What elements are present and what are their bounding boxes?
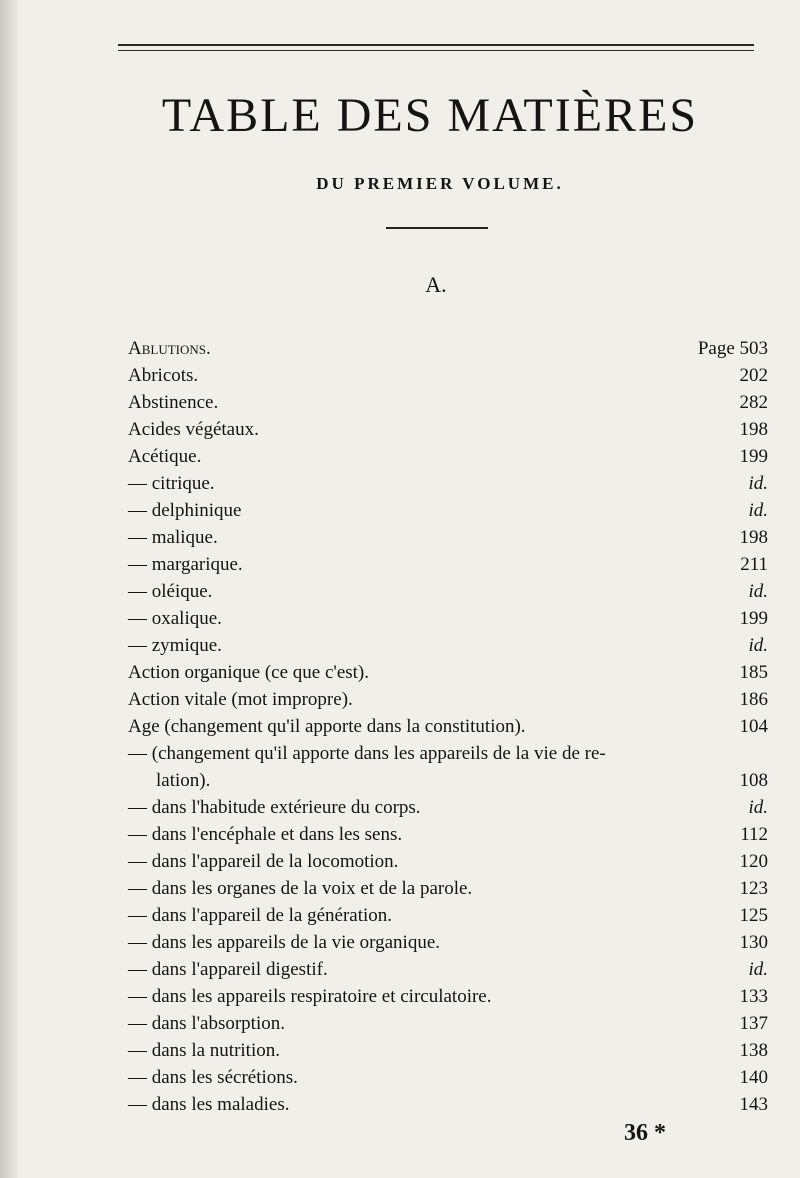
entry-page: 123 xyxy=(739,878,768,899)
entry-page: id. xyxy=(748,500,768,521)
title-divider xyxy=(386,227,488,229)
entry-text: — dans la nutrition. xyxy=(128,1040,280,1061)
index-row xyxy=(128,443,768,470)
entry-text: — zymique. xyxy=(128,635,222,656)
entry-text: — dans l'appareil digestif. xyxy=(128,959,328,980)
entry-page: 108 xyxy=(739,770,768,791)
entry-text: Abricots. xyxy=(128,365,199,386)
entry-page: 125 xyxy=(739,905,768,926)
index-row xyxy=(128,497,768,524)
index-row xyxy=(128,335,768,362)
entry-page: id. xyxy=(748,635,768,656)
entry-page: 186 xyxy=(739,689,768,710)
entry-text: Acides végétaux. xyxy=(128,419,259,440)
entry-page: id. xyxy=(748,473,768,494)
entry-text: — dans l'appareil de la locomotion. xyxy=(128,851,399,872)
entry-page: 112 xyxy=(740,824,768,845)
index-row xyxy=(128,578,768,605)
index-row xyxy=(128,713,768,740)
header-rule-thin xyxy=(118,50,754,51)
entry-page: 120 xyxy=(739,851,768,872)
entry-page: 130 xyxy=(739,932,768,953)
index-row xyxy=(128,794,768,821)
entry-page: id. xyxy=(748,959,768,980)
entry-page: 202 xyxy=(739,365,768,386)
index-row xyxy=(128,632,768,659)
entry-page: 199 xyxy=(739,608,768,629)
index-row xyxy=(128,362,768,389)
index-entries xyxy=(128,335,768,1118)
index-row xyxy=(128,470,768,497)
printer-signature-mark: 36 * xyxy=(624,1120,666,1146)
index-row xyxy=(128,416,768,443)
entry-page: Page 503 xyxy=(697,338,768,359)
entry-text: — dans les organes de la voix et de la parole. xyxy=(128,878,473,899)
entry-text: — dans l'absorption. xyxy=(128,1013,285,1034)
section-letter: A. xyxy=(425,272,447,297)
entry-text: Abstinence. xyxy=(128,392,219,413)
entry-text: lation). xyxy=(156,770,211,791)
entry-text: — dans les appareils respiratoire et circulatoire. xyxy=(128,986,492,1007)
index-row-continuation xyxy=(128,767,768,794)
entry-page: id. xyxy=(748,797,768,818)
entry-text: — dans les sécrétions. xyxy=(128,1067,298,1088)
entry-page: 104 xyxy=(739,716,768,737)
entry-page: 198 xyxy=(739,527,768,548)
entry-text: — dans l'appareil de la génération. xyxy=(128,905,393,926)
index-row xyxy=(128,524,768,551)
index-row xyxy=(128,956,768,983)
index-row xyxy=(128,848,768,875)
index-row xyxy=(128,659,768,686)
entry-page: id. xyxy=(748,581,768,602)
entry-text: Acétique. xyxy=(128,446,202,467)
entry-text: — delphinique xyxy=(128,500,242,521)
entry-page: 198 xyxy=(739,419,768,440)
index-row xyxy=(128,1091,768,1118)
index-row xyxy=(128,902,768,929)
index-row xyxy=(128,551,768,578)
entry-page: 199 xyxy=(739,446,768,467)
entry-page: 211 xyxy=(740,554,768,575)
index-row xyxy=(128,686,768,713)
index-row xyxy=(128,1010,768,1037)
entry-page: 185 xyxy=(739,662,768,683)
entry-text: — (changement qu'il apporte dans les appareils de la vie de re- xyxy=(128,743,606,764)
index-row xyxy=(128,1037,768,1064)
entry-text: — malique. xyxy=(128,527,218,548)
entry-page: 138 xyxy=(739,1040,768,1061)
entry-text: — dans l'encéphale et dans les sens. xyxy=(128,824,403,845)
entry-page: 133 xyxy=(739,986,768,1007)
entry-text: — oxalique. xyxy=(128,608,222,629)
page-subtitle: DU PREMIER VOLUME. xyxy=(316,174,564,193)
entry-text: Age (changement qu'il apporte dans la constitution). xyxy=(128,716,526,737)
entry-text: — citrique. xyxy=(128,473,215,494)
entry-text: — oléique. xyxy=(128,581,213,602)
entry-text: Action organique (ce que c'est). xyxy=(128,662,370,683)
entry-text: — dans l'habitude extérieure du corps. xyxy=(128,797,421,818)
header-rule xyxy=(118,44,754,46)
index-row xyxy=(128,389,768,416)
entry-text: Action vitale (mot impropre). xyxy=(128,689,353,710)
entry-page: 140 xyxy=(739,1067,768,1088)
entry-text: Ablutions. xyxy=(128,338,211,359)
index-row xyxy=(128,983,768,1010)
entry-page: 143 xyxy=(739,1094,768,1115)
entry-text: — dans les maladies. xyxy=(128,1094,290,1115)
entry-text: — margarique. xyxy=(128,554,243,575)
page-title: TABLE DES MATIÈRES xyxy=(161,89,699,142)
entry-text: — dans les appareils de la vie organique. xyxy=(128,932,440,953)
index-row xyxy=(128,1064,768,1091)
entry-page: 137 xyxy=(739,1013,768,1034)
index-row xyxy=(128,605,768,632)
index-row xyxy=(128,875,768,902)
index-row xyxy=(128,740,768,767)
index-row xyxy=(128,929,768,956)
entry-page: 282 xyxy=(739,392,768,413)
index-row xyxy=(128,821,768,848)
